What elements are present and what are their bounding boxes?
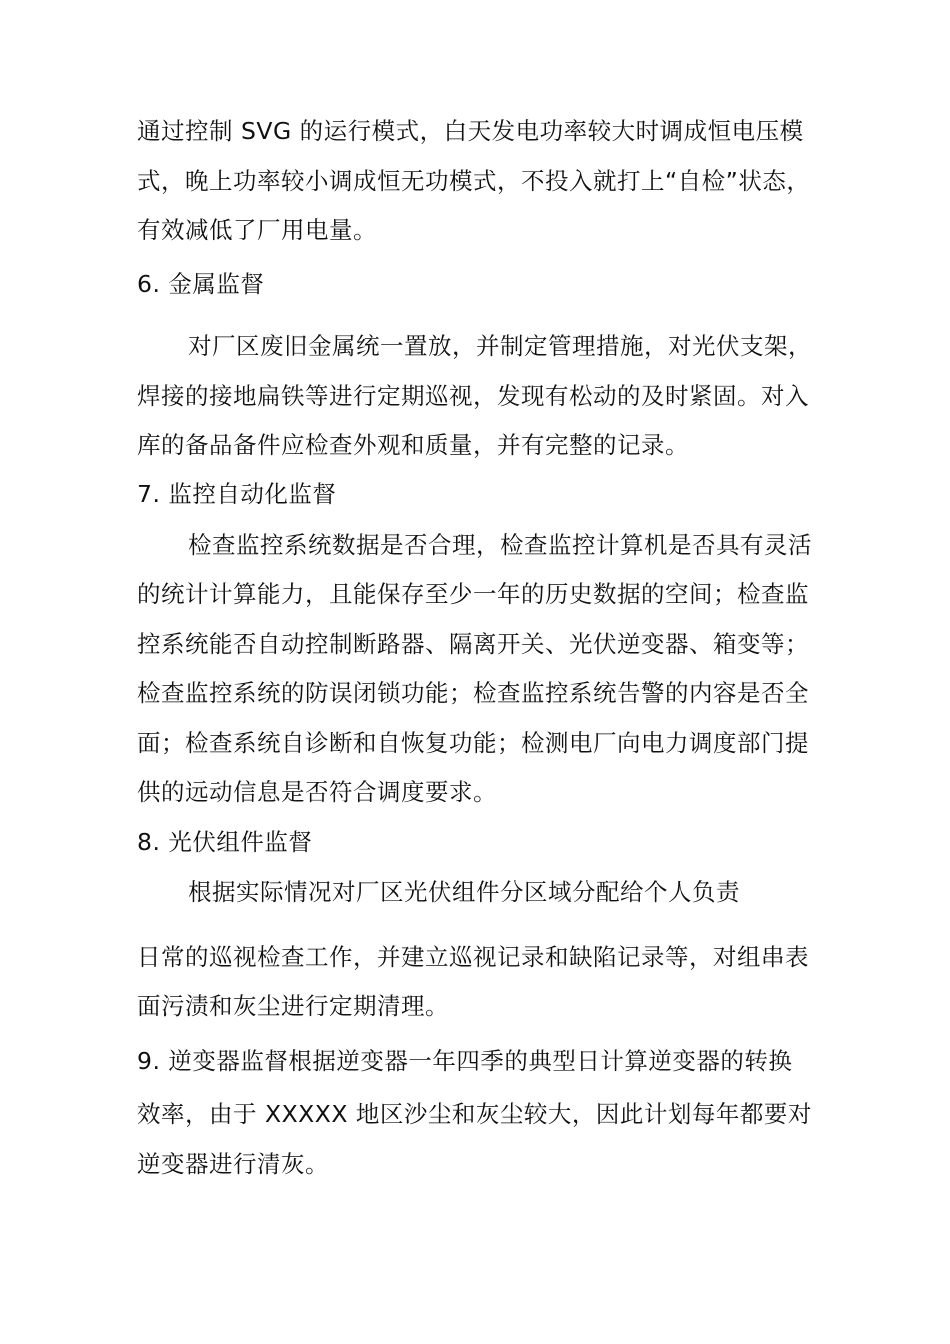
- paragraph-line: 根据实际情况对厂区光伏组件分区域分配给个人负责: [188, 878, 740, 906]
- paragraph-line: 检查监控系统的防误闭锁功能；检查监控系统告警的内容是否全: [137, 679, 809, 707]
- section-heading-8: 8. 光伏组件监督: [137, 828, 313, 856]
- paragraph-line: 通过控制 SVG 的运行模式，白天发电功率较大时调成恒电压模: [137, 117, 804, 145]
- paragraph-line: 面污渍和灰尘进行定期清理。: [137, 992, 449, 1020]
- paragraph-line: 焊接的接地扁铁等进行定期巡视，发现有松动的及时紧固。对入: [137, 382, 809, 410]
- paragraph-line: 库的备品备件应检查外观和质量，并有完整的记录。: [137, 431, 689, 459]
- paragraph-line: 式，晚上功率较小调成恒无功模式，不投入就打上“自检”状态，: [137, 167, 811, 195]
- paragraph-line: 的统计计算能力，且能保存至少一年的历史数据的空间；检查监: [137, 580, 809, 608]
- section-heading-6: 6. 金属监督: [137, 270, 265, 298]
- paragraph-line: 供的远动信息是否符合调度要求。: [137, 778, 497, 806]
- section-heading-7: 7. 监控自动化监督: [137, 480, 337, 508]
- paragraph-line: 有效减低了厂用电量。: [137, 216, 377, 244]
- paragraph-line: 效率，由于 XXXXX 地区沙尘和灰尘较大，因此计划每年都要对: [137, 1100, 812, 1128]
- paragraph-line: 面；检查系统自诊断和自恢复功能；检测电厂向电力调度部门提: [137, 729, 809, 757]
- paragraph-line: 控系统能否自动控制断路器、隔离开关、光伏逆变器、箱变等；: [137, 630, 809, 658]
- section-heading-9: 9. 逆变器监督根据逆变器一年四季的典型日计算逆变器的转换: [137, 1047, 793, 1075]
- paragraph-line: 检查监控系统数据是否合理，检查监控计算机是否具有灵活: [188, 531, 812, 559]
- paragraph-line: 逆变器进行清灰。: [137, 1150, 329, 1178]
- paragraph-line: 日常的巡视检查工作，并建立巡视记录和缺陷记录等，对组串表: [137, 943, 809, 971]
- paragraph-line: 对厂区废旧金属统一置放，并制定管理措施，对光伏支架，: [188, 332, 812, 360]
